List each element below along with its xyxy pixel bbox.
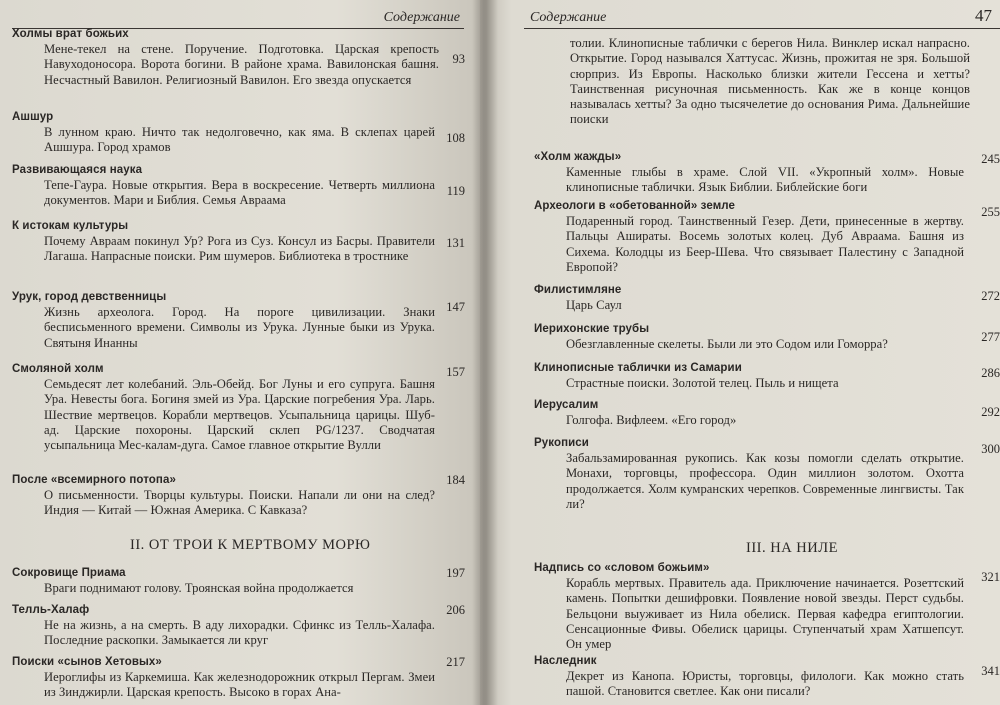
entry-page-number: 277 [981,330,1000,344]
toc-entry [12,603,465,649]
entry-text: Царь Саул [566,298,622,312]
entry-page-number: 157 [446,365,465,379]
toc-entry [12,219,465,265]
entry-page-number: 272 [981,289,1000,303]
toc-entry [534,199,1000,275]
entry-page-number: 184 [446,473,465,487]
entry-page-number: 286 [981,366,1000,380]
toc-entry [534,150,1000,196]
entry-page-number: 255 [981,205,1000,219]
toc-entry [12,290,465,351]
toc-entry [12,655,465,701]
entry-title: Поиски «сынов Хетовых» [12,656,162,668]
part-heading: II. ОТ ТРОИ К МЕРТВОМУ МОРЮ [130,537,371,553]
entry-page-number: 300 [981,442,1000,456]
toc-entry [534,398,1000,428]
entry-text: Страстные поиски. Золотой телец. Пыль и нищета [566,376,839,390]
entry-title: Развивающаяся наука [12,164,143,176]
entry-page-number: 197 [446,566,465,580]
entry-text: Голгофа. Вифлеем. «Его город» [566,413,737,427]
entry-text: Декрет из Канопа. Юристы, торговцы, филологи. Как можно стать пашой. Становится светлее. Как они писали? [566,669,964,699]
entry-page-number: 93 [452,52,465,66]
entry-title: Ашшур [12,111,54,123]
entry-text: Иероглифы из Каркемиша. Как железнодорожник открыл Пергам. Змеи из Зинджирли. Царская крепость. Высоко в горах Ана- [44,670,435,700]
entry-text: О письменности. Творцы культуры. Поиски. Напали ли они на след? Индия — Китай — Южная Америка. С Кавказа? [44,488,435,518]
entry-title: Рукописи [534,437,589,449]
entry-page-number: 108 [446,131,465,145]
entry-text: Подаренный город. Таинственный Гезер. Дети, принесенные в жертву. Пальцы Ашираты. Восемь золотых колец. Дуб Авраама. Башня из Сихема. Колодцы из Беер-Шева. Что связывает Палестину с Западной Европой? [566,214,964,274]
entry-title: Сокровище Приама [12,567,126,579]
entry-text: Забальзамированная рукопись. Как козы помогли сделать открытие. Монахи, торговцы, профессора. Один миллион золотом. Охотта продолжается. Холм кумранских черепков. Современные лингвисты. Так ли? [566,451,964,511]
left-page [0,0,480,705]
page-number: 47 [975,6,992,25]
entry-title: Археологи в «обетованной» земле [534,200,736,212]
entry-title: Наследник [534,655,597,667]
running-head-right: Содержание [530,10,607,25]
entry-text: Семьдесят лет колебаний. Эль-Обейд. Бог Луны и его супруга. Башня Ура. Невесты бога. Богиня змей из Ура. Царские погребения Ура. Ларь. Шествие мертвецов. Корабли мертвецов. Усыпальница царицы. Шуб-ад. Царские похороны. Царский склеп PG/1237. Сводчатая усыпальница Мес-калам-дуга. Самое главное открытие Вулли [44,377,435,453]
header-rule [524,28,1000,29]
toc-entry [534,361,1000,391]
toc-entry [12,566,465,596]
entry-page-number: 217 [446,655,465,669]
toc-entry [534,561,1000,652]
toc-entry [12,110,465,156]
entry-text: Мене-текел на стене. Поручение. Подготовка. Царская крепость Навуходоносора. Ворота богини. В районе храма. Вавилонская башня. Несчастный Вавилон. Религиозный Вавилон. Его звезда опускается [44,42,439,87]
entry-text: Жизнь археолога. Город. На пороге цивилизации. Знаки бесписьменного времени. Символы из Урука. Лунные быки из Урука. Святыня Инанны [44,305,435,350]
toc-entry [534,322,1000,352]
toc-entry [12,362,465,453]
entry-title: Телль-Халаф [12,604,90,616]
toc-entry [534,436,1000,512]
toc-entry [12,473,465,519]
entry-title: «Холм жажды» [534,151,622,163]
entry-text: Каменные глыбы в храме. Слой VII. «Укропный холм». Новые клинописные таблички. Язык Библии. Библейские боги [566,165,964,195]
toc-entry [534,654,1000,700]
entry-text: Почему Авраам покинул Ур? Рога из Суз. Консул из Басры. Правители Лагаша. Напрасные поиски. Рим шумеров. Библиотека в тростнике [44,234,435,264]
book-gutter [472,0,498,705]
toc-entry [534,283,1000,313]
entry-text: Тепе-Гаура. Новые открытия. Вера в воскресение. Четверть миллиона документов. Мари и Библия. Семья Авраама [44,178,435,208]
entry-title: Урук, город девственницы [12,291,167,303]
entry-title: Филистимляне [534,284,622,296]
entry-text: В лунном краю. Ничто так недолговечно, как яма. В склепах царей Ашшура. Город храмов [44,125,435,155]
entry-title: После «всемирного потопа» [12,474,176,486]
entry-page-number: 341 [981,664,1000,678]
entry-title: Иерихонские трубы [534,323,650,335]
entry-title: К истокам культуры [12,220,129,232]
entry-text: Обезглавленные скелеты. Были ли это Содом или Гоморра? [566,337,888,351]
entry-title: Надпись со «словом божьим» [534,562,710,574]
entry-text: Не на жизнь, а на смерть. В аду лихорадки. Сфинкс из Телль-Халафа. Последние раскопки. Замыкается ли круг [44,618,435,648]
part-heading: III. НА НИЛЕ [746,540,838,556]
entry-title: Смоляной холм [12,363,104,375]
entry-page-number: 292 [981,405,1000,419]
entry-title: Иерусалим [534,399,599,411]
entry-page-number: 321 [981,570,1000,584]
entry-page-number: 119 [446,184,465,198]
entry-title: Холмы врат божьих [12,28,129,40]
entry-page-number: 147 [446,300,465,314]
right-page [480,0,1000,705]
entry-page-number: 206 [446,603,465,617]
toc-entry [12,163,465,209]
entry-page-number: 131 [446,236,465,250]
entry-page-number: 245 [981,152,1000,166]
continuation-entry [546,36,1000,128]
toc-entry [12,27,465,88]
entry-text: Враги поднимают голову. Троянская война продолжается [44,581,354,595]
running-head-left: Содержание [383,10,460,25]
entry-title: Клинописные таблички из Самарии [534,362,742,374]
entry-text: толии. Клинописные таблички с берегов Нила. Винклер искал напрасно. Открытие. Город назывался Хаттусас. Жизнь, прожитая не зря. Большой сюрприз. Из Европы. Насколько близки жители Гессена и хетты? Таинственная рисуночная письменность. Как же в конце концов называлась хетты? За одно тысячелетие до основания Рима. Дальнейшие поиски [570,36,970,127]
entry-text: Корабль мертвых. Правитель ада. Приключение начинается. Розеттский камень. Попытки дешифровки. Появление новой звезды. Перст судьбы. Бельцони выуживает из Нила обелиск. Первая кафедра египтологии. Сенсационные Фивы. Обелиск царицы. Ступенчатый храм Хатшепсут. Он умер [566,576,964,652]
